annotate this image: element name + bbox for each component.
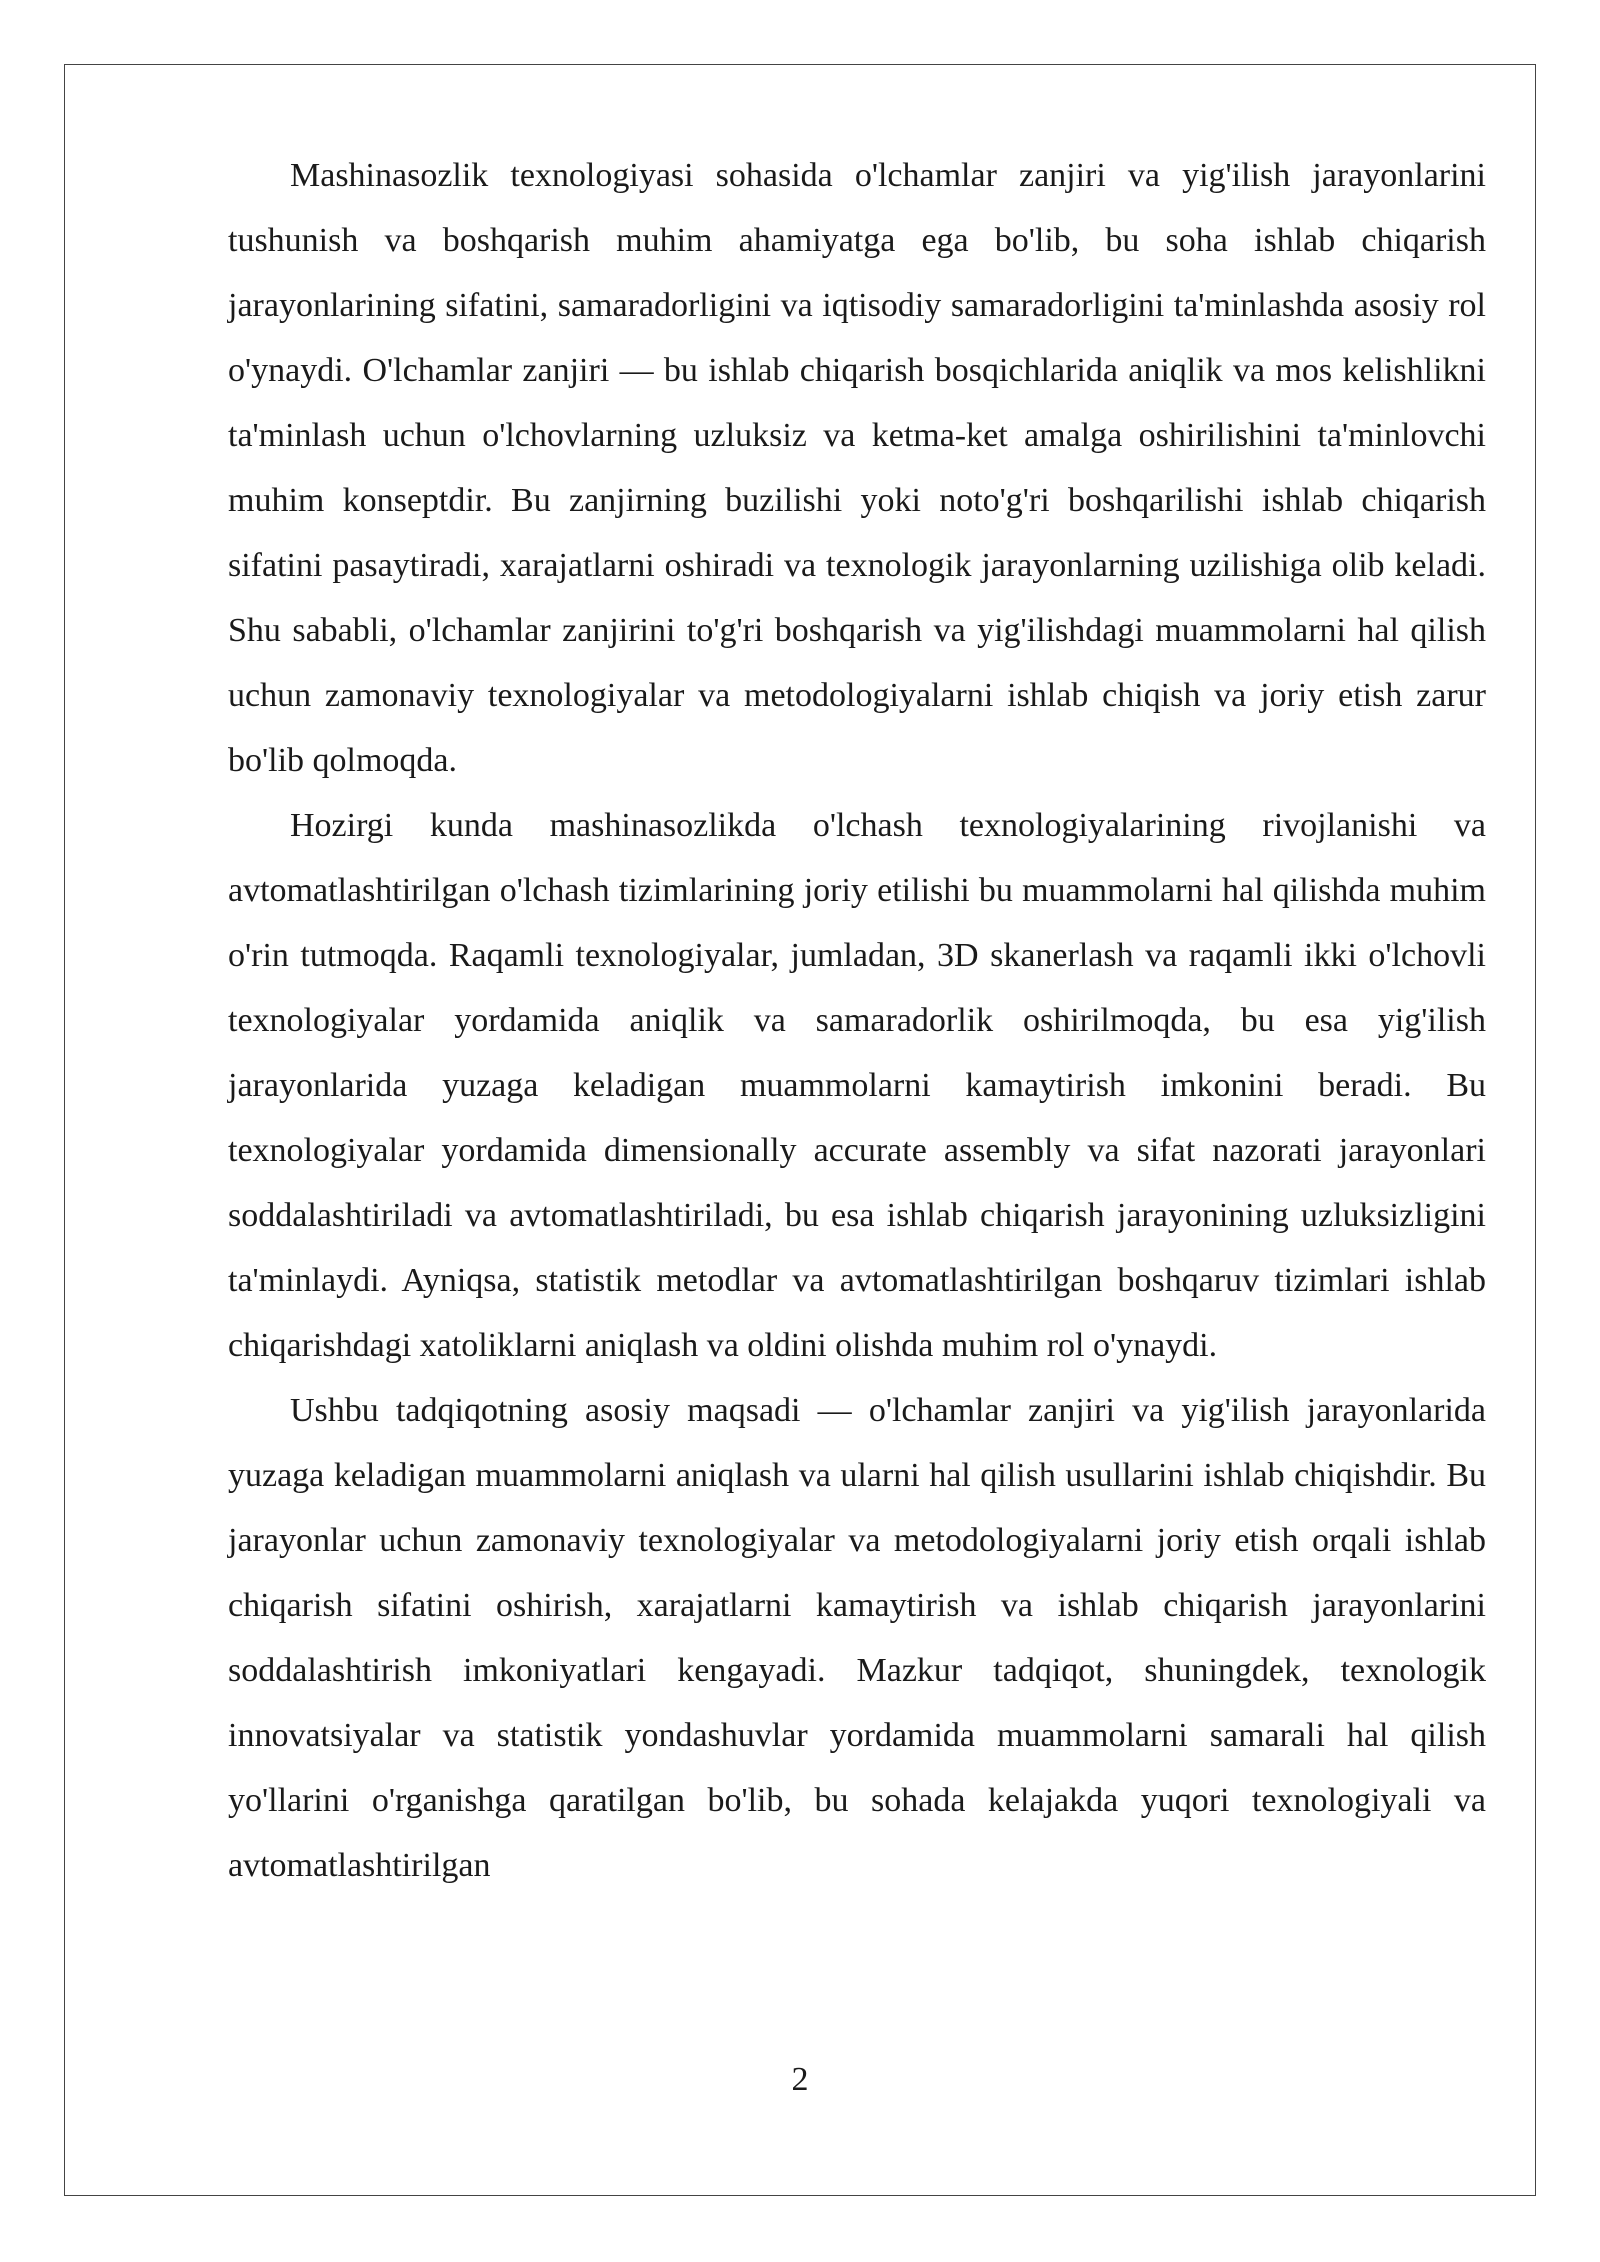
- document-body: [228, 143, 1486, 1898]
- page-number: 2: [791, 2061, 809, 2098]
- paragraph-2: Hozirgi kunda mashinasozlikda o'lchash texnologiyalarining rivojlanishi va avtomatlashtirilgan o'lchash tizimlarining joriy etilishi bu muammolarni hal qilishda muhim o'rin tutmoqda. Raqamli texnologiyalar, jumladan, 3D skanerlash va raqamli ikki o'lchovli texnologiyalar yordamida aniqlik va samaradorlik oshirilmoqda, bu esa yig'ilish jarayonlarida yuzaga keladigan muammolarni kamaytirish imkonini beradi. Bu texnologiyalar yordamida dimensionally accurate assembly va sifat nazorati jarayonlari soddalashtiriladi va avtomatlashtiriladi, bu esa ishlab chiqarish jarayonining uzluksizligini ta'minlaydi. Ayniqsa, statistik metodlar va avtomatlashtirilgan boshqaruv tizimlari ishlab chiqarishdagi xatoliklarni aniqlash va oldini olishda muhim rol o'ynaydi.: [228, 807, 1486, 1364]
- page-number-footer: [0, 2055, 1600, 2105]
- paragraph-3: Ushbu tadqiqotning asosiy maqsadi — o'lchamlar zanjiri va yig'ilish jarayonlarida yuzaga keladigan muammolarni aniqlash va ularni hal qilish usullarini ishlab chiqishdir. Bu jarayonlar uchun zamonaviy texnologiyalar va metodologiyalarni joriy etish orqali ishlab chiqarish sifatini oshirish, xarajatlarni kamaytirish va ishlab chiqarish jarayonlarini soddalashtirish imkoniyatlari kengayadi. Mazkur tadqiqot, shuningdek, texnologik innovatsiyalar va statistik yondashuvlar yordamida muammolarni samarali hal qilish yo'llarini o'rganishga qaratilgan bo'lib, bu sohada kelajakda yuqori texnologiyali va avtomatlashtirilgan: [228, 1392, 1486, 1884]
- paragraph-1: Mashinasozlik texnologiyasi sohasida o'lchamlar zanjiri va yig'ilish jarayonlarini tushunish va boshqarish muhim ahamiyatga ega bo'lib, bu soha ishlab chiqarish jarayonlarining sifatini, samaradorligini va iqtisodiy samaradorligini ta'minlashda asosiy rol o'ynaydi. O'lchamlar zanjiri — bu ishlab chiqarish bosqichlarida aniqlik va mos kelishlikni ta'minlash uchun o'lchovlarning uzluksiz va ketma-ket amalga oshirilishini ta'minlovchi muhim konseptdir. Bu zanjirning buzilishi yoki noto'g'ri boshqarilishi ishlab chiqarish sifatini pasaytiradi, xarajatlarni oshiradi va texnologik jarayonlarning uzilishiga olib keladi. Shu sababli, o'lchamlar zanjirini to'g'ri boshqarish va yig'ilishdagi muammolarni hal qilish uchun zamonaviy texnologiyalar va metodologiyalarni ishlab chiqish va joriy etish zarur bo'lib qolmoqda.: [228, 157, 1486, 779]
